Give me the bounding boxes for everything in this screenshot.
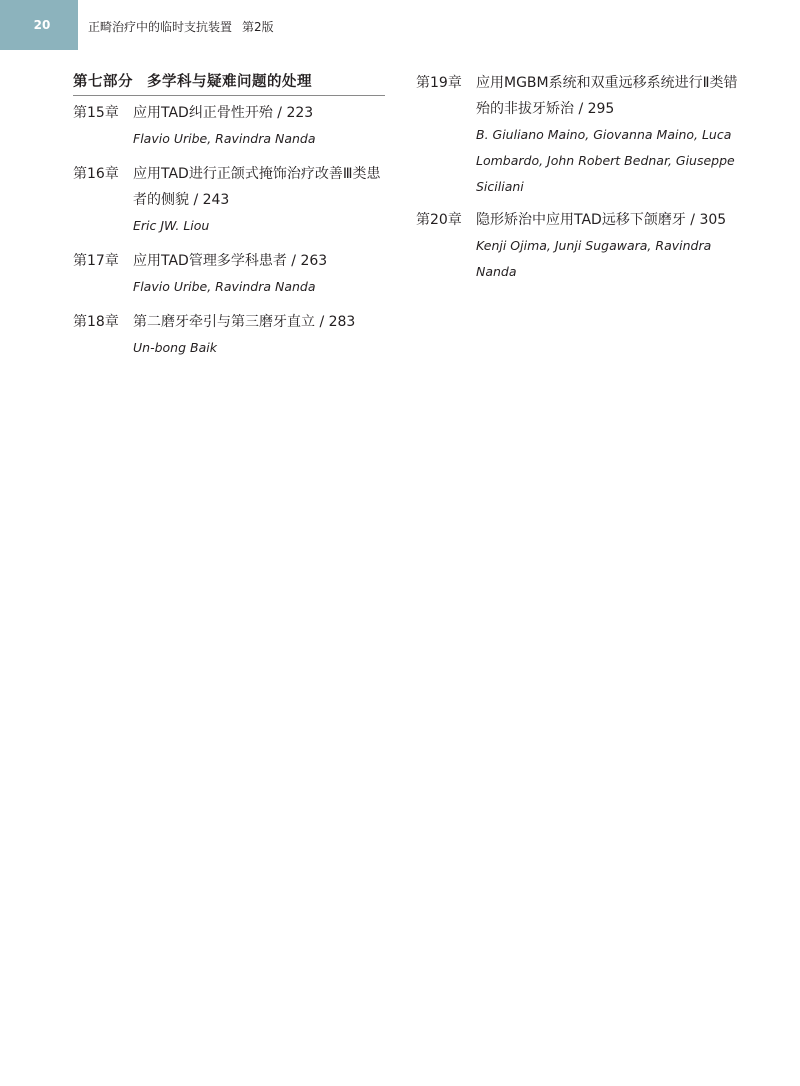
- chapter-page: / 295: [578, 101, 615, 117]
- toc-entry-chapter-16[interactable]: [73, 161, 385, 239]
- book-edition: 第2版: [242, 20, 274, 34]
- part-number: 第七部分: [73, 74, 133, 90]
- page-header: [0, 0, 800, 50]
- chapter-number: 第17章: [73, 253, 119, 269]
- chapter-authors: Flavio Uribe, Ravindra Nanda: [133, 131, 316, 146]
- chapter-title: 第二磨牙牵引与第三磨牙直立 / 283: [133, 314, 356, 330]
- page-number-tab: [0, 0, 78, 50]
- chapter-authors: Kenji Ojima, Junji Sugawara, Ravindra Nanda: [476, 238, 712, 279]
- toc-entry-chapter-17[interactable]: [73, 248, 385, 300]
- chapter-page: / 223: [277, 105, 314, 121]
- chapter-title: 应用TAD管理多学科患者 / 263: [133, 253, 328, 269]
- toc-entry-chapter-15[interactable]: [73, 100, 385, 152]
- chapter-page: / 243: [193, 192, 230, 208]
- chapter-authors: Eric JW. Liou: [133, 218, 210, 233]
- chapter-title: 隐形矫治中应用TAD远移下颌磨牙 / 305: [476, 212, 727, 228]
- part-heading: [73, 70, 385, 96]
- chapter-page: / 305: [690, 212, 727, 228]
- chapter-number: 第16章: [73, 166, 119, 182]
- chapter-authors: B. Giuliano Maino, Giovanna Maino, Luca Lombardo, John Robert Bednar, Giuseppe Siciliani: [476, 127, 735, 194]
- toc-right-column: [416, 70, 746, 292]
- running-head: [88, 18, 274, 35]
- toc-entry-chapter-18[interactable]: [73, 309, 385, 361]
- chapter-title: 应用MGBM系统和双重远移系统进行Ⅱ类错殆的非拔牙矫治 / 295: [476, 75, 738, 117]
- chapter-authors: Un-bong Baik: [133, 340, 217, 355]
- chapter-number: 第18章: [73, 314, 119, 330]
- chapter-page: / 283: [319, 314, 356, 330]
- chapter-title: 应用TAD纠正骨性开殆 / 223: [133, 105, 314, 121]
- chapter-title: 应用TAD进行正颌式掩饰治疗改善Ⅲ类患者的侧貌 / 243: [133, 166, 381, 208]
- book-title: 正畸治疗中的临时支抗装置: [88, 20, 233, 34]
- toc-entry-chapter-19[interactable]: [416, 70, 746, 200]
- toc-left-column: [73, 70, 385, 370]
- chapter-number: 第15章: [73, 105, 119, 121]
- page-number: 20: [33, 18, 51, 32]
- chapter-number: 第20章: [416, 212, 462, 228]
- chapter-page: / 263: [291, 253, 328, 269]
- chapter-number: 第19章: [416, 75, 462, 91]
- part-title: 多学科与疑难问题的处理: [147, 74, 312, 90]
- toc-entry-chapter-20[interactable]: [416, 207, 746, 285]
- chapter-authors: Flavio Uribe, Ravindra Nanda: [133, 279, 316, 294]
